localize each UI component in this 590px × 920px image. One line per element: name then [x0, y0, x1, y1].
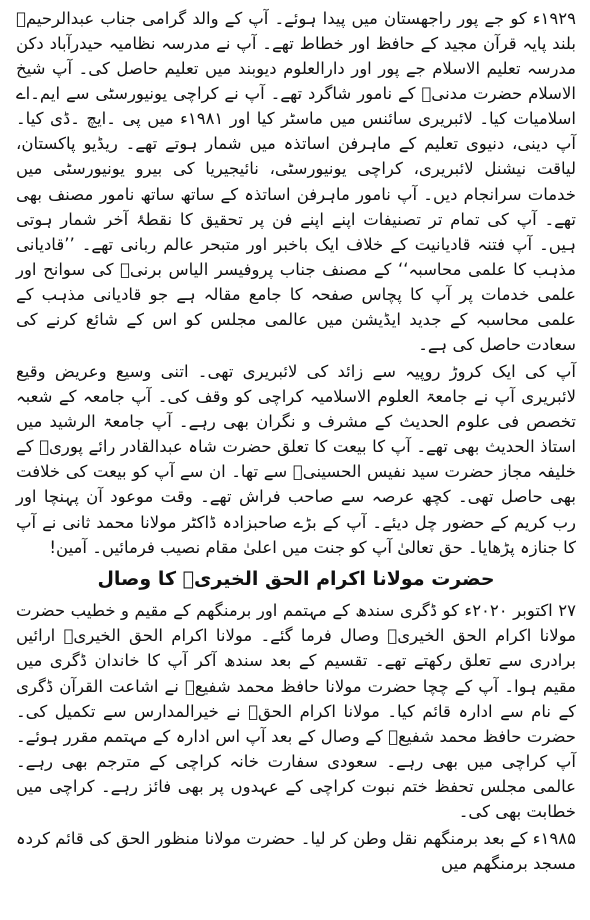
migration-paragraph: ۱۹۸۵ء کے بعد برمنگھم نقل وطن کر لیا۔ حضرت مولانا منظور الحق کی قائم کردہ مسجد برمنگھم میں	[16, 829, 576, 874]
obituary-paragraph: ۲۷ اکتوبر ۲۰۲۰ء کو ڈگری سندھ کے مہتمم اور برمنگھم کے مقیم و خطیب حضرت مولانا اکرام الحق الخیریؒ وصال فرما گئے۔ مولانا اکرام الحق الخیریؒ ارائیں برادری سے تعلق رکھتے تھے۔ تقسیم کے بعد سندھ آکر آپ کا خاندان ڈگری میں مقیم ہوا۔ آپ کے چچا حضرت مولانا حافظ محمد شفیعؒ نے اشاعت القرآن ڈگری کے نام سے ادارہ قائم کیا۔ مولانا اکرام الحقؒ نے خیرالمدارس سے تکمیل کی۔ حضرت حافظ محمد شفیعؒ کے وصال کے بعد آپ اس ادارہ کے مہتمم مقرر ہوئے۔ آپ کراچی میں بھی رہے۔ سعودی سفارت خانہ کراچی کے مترجم بھی رہے۔ عالمی مجلس تحفظ ختم نبوت کراچی کے عہدوں پر بھی فائز رہے۔ کراچی میں خطابت بھی کی۔	[16, 601, 576, 821]
section-heading: حضرت مولانا اکرام الحق الخیریؒ کا وصال	[97, 567, 495, 590]
library-paragraph: آپ کی ایک کروڑ روپیہ سے زائد کی لائبریری تھی۔ اتنی وسیع وعریض وقیع لائبریری آپ نے جامعۃ العلوم الاسلامیہ کراچی کو وقف کی۔ آپ جامعہ کے شعبہ تخصص فی علوم الحدیث کے مشرف و نگران بھی رہے۔ آپ جامعۃ الرشید میں استاذ الحدیث بھی تھے۔ آپ کا بیعت کا تعلق حضرت شاہ عبدالقادر رائے پوریؒ کے خلیفہ مجاز حضرت سید نفیس الحسینیؒ سے تھا۔ ان سے آپ کو بیعت کی خلافت بھی حاصل تھی۔ کچھ عرصہ سے صاحب فراش تھے۔ وقت موعود آن پہنچا اور رب کریم کے حضور چل دیئے۔ آپ کے بڑے صاحبزادہ ڈاکٹر مولانا محمد ثانی نے آپ کا جنازہ پڑھایا۔ حق تعالیٰ آپ کو جنت میں اعلیٰ مقام نصیب فرمائیں۔ آمین!	[16, 362, 576, 557]
biography-paragraph: ۱۹۲۹ء کو جے پور راجھستان میں پیدا ہوئے۔ آپ کے والد گرامی جناب عبدالرحیمؒ بلند پایہ قرآن مجید کے حافظ اور خطاط تھے۔ آپ نے مدرسہ نظامیہ حیدرآباد دکن مدرسہ تعلیم الاسلام جے پور اور دارالعلوم دیوبند میں تعلیم حاصل کی۔ آپ شیخ الاسلام حضرت مدنیؒ کے نامور شاگرد تھے۔ آپ نے کراچی یونیورسٹی سے ایم۔اے اسلامیات کیا۔ لائبریری سائنس میں ماسٹر کیا اور ۱۹۸۱ء میں پی ۔ایچ ۔ڈی کیا۔ آپ دینی، دنیوی تعلیم کے ماہرفن اساتذہ میں شمار ہوتے تھے۔ ریڈیو پاکستان، لیاقت نیشنل لائبریری، کراچی یونیورسٹی، نائیجیریا کی بیرو یونیورسٹی میں خدمات سرانجام دیں۔ آپ نامور ماہرفن اساتذہ کے ساتھ ساتھ نامور مصنف بھی تھے۔ آپ کی تمام تر تصنیفات اپنے اپنے فن پر تحقیق کا نقطۂ آخر شمار ہوتی ہیں۔ آپ فتنہ قادیانیت کے خلاف ایک باخبر اور متبحر عالم ربانی تھے۔ ’’قادیانی مذہب کا علمی محاسبہ‘‘ کے مصنف جناب پروفیسر الیاس برنیؒ کی سوانح اور علمی خدمات پر آپ کا پچاس صفحہ کا جامع مقالہ ہے جو قادیانی مذہب کے علمی محاسبہ کے جدید ایڈیشن میں عالمی مجلس کو اس کے شائع کرنے کی سعادت حاصل کی ہے۔	[16, 9, 576, 355]
document-page	[16, 6, 576, 914]
